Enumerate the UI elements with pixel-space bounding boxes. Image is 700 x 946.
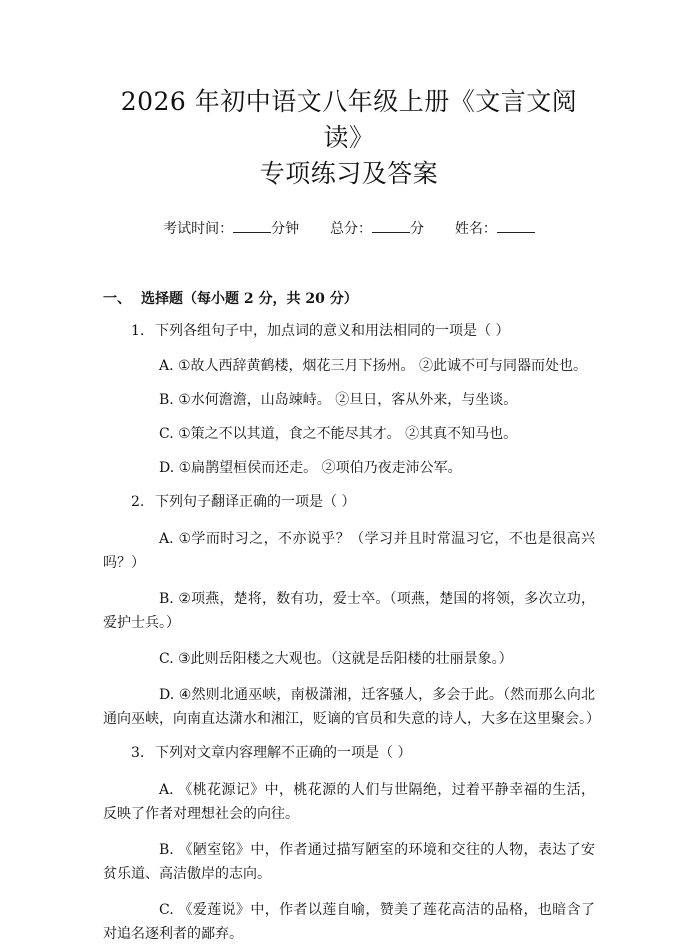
question-text: 下列对文章内容理解不正确的一项是（ ）: [155, 745, 412, 761]
option-d: D. ①扁鹊望桓侯而还走。 ②项伯乃夜走沛公军。: [159, 460, 462, 476]
title-line-2: 专项练习及答案: [259, 159, 439, 188]
section-heading: [103, 289, 595, 309]
section-number: 一、: [103, 291, 131, 307]
question-text: 下列句子翻译正确的一项是（ ）: [155, 494, 356, 510]
question-stem: [103, 740, 595, 766]
option-c: C. 《爱莲说》中，作者以莲自喻，赞美了莲花高洁的品格，也暗含了对追名逐利者的鄙弃。: [103, 902, 595, 942]
question-stem: [103, 489, 595, 515]
name-label: 姓名：: [454, 221, 497, 237]
option-c: C. ③此则岳阳楼之大观也。（这就是岳阳楼的壮丽景象。）: [159, 651, 513, 667]
exam-meta: [103, 218, 595, 239]
question-number: 2.: [131, 494, 145, 510]
option-b: B. 《陋室铭》中，作者通过描写陋室的环境和交往的人物，表达了安贫乐道、高洁傲岸的志向。: [103, 842, 595, 882]
option-b: B. ②项燕，楚将，数有功，爱士卒。（项燕，楚国的将领，多次立功，爱护士兵。）: [103, 591, 595, 631]
time-blank[interactable]: [233, 218, 271, 233]
question-stem: [103, 318, 595, 344]
time-unit: 分钟: [271, 221, 300, 237]
option-a: A. 《桃花源记》中，桃花源的人们与世隔绝，过着平静幸福的生活，反映了作者对理想社会的向往。: [103, 782, 595, 822]
section-title: 选择题（每小题 2 分，共 20 分）: [141, 291, 358, 307]
option-a: A. ①学而时习之，不亦说乎？（学习并且时常温习它，不也是很高兴吗？）: [103, 531, 595, 571]
option-b: B. ①水何澹澹，山岛竦峙。 ②旦日，客从外来，与坐谈。: [159, 392, 518, 408]
title-line-1: 2026 年初中语文八年级上册《文言文阅读》: [120, 87, 578, 152]
score-blank[interactable]: [372, 218, 410, 233]
score-unit: 分: [410, 221, 424, 237]
option-d: D. ④然则北通巫峡，南极潇湘，迁客骚人，多会于此。（然而那么向北通向巫峡，向南直达潇水和湘江，贬谪的官员和失意的诗人，大多在这里聚会。）: [103, 687, 600, 727]
time-label: 考试时间：: [163, 221, 234, 237]
score-label: 总分：: [330, 221, 372, 237]
name-blank[interactable]: [497, 218, 535, 233]
question-number: 1.: [131, 323, 145, 339]
question-number: 3.: [131, 745, 145, 761]
option-a: A. ①故人西辞黄鹤楼，烟花三月下扬州。 ②此诚不可与同器而处也。: [159, 358, 588, 374]
option-c: C. ①策之不以其道，食之不能尽其才。 ②其真不知马也。: [159, 426, 518, 442]
page-title: [103, 0, 595, 192]
question-text: 下列各组句子中，加点词的意义和用法相同的一项是（ ）: [155, 323, 510, 339]
